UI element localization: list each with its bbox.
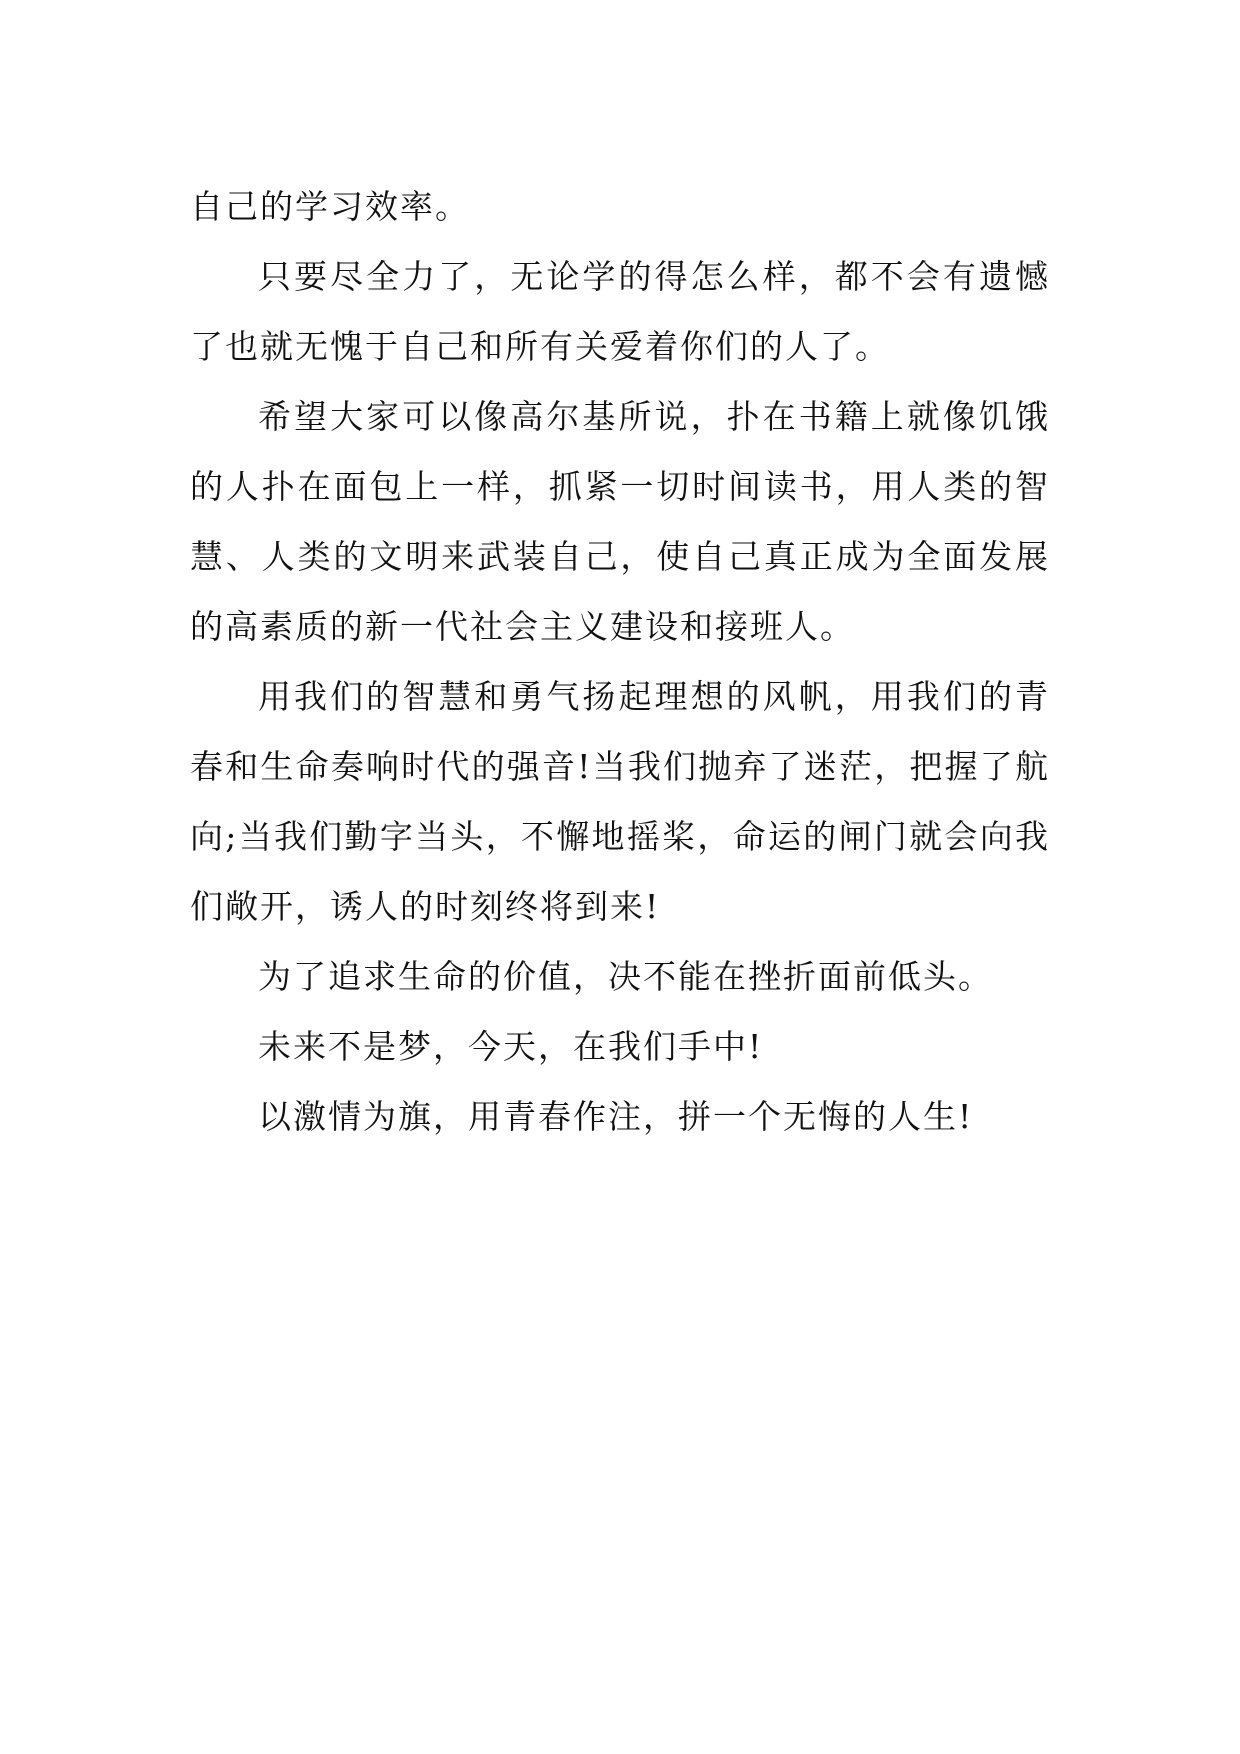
paragraph-future-dream: 未来不是梦，今天，在我们手中! [258, 1027, 764, 1066]
paragraph-continuation: 自己的学习效率。 [190, 187, 470, 226]
paragraph-value-of-life: 为了追求生命的价值，决不能在挫折面前低头。 [258, 957, 993, 996]
paragraph-youth-ideals: 用我们的智慧和勇气扬起理想的风帆，用我们的青春和生命奏响时代的强音!当我们抛弃了迷茫，把握了航向;当我们勤字当头，不懈地摇桨，命运的闸门就会向我们敞开，诱人的时刻终将到来! [190, 677, 1050, 926]
document-body [190, 172, 1050, 1152]
paragraph-gorky-reading: 希望大家可以像高尔基所说，扑在书籍上就像饥饿的人扑在面包上一样，抓紧一切时间读书，用人类的智慧、人类的文明来武装自己，使自己真正成为全面发展的高素质的新一代社会主义建设和接班人。 [190, 397, 1050, 646]
paragraph-passion-flag: 以激情为旗，用青春作注，拼一个无悔的人生! [258, 1097, 974, 1136]
paragraph-full-effort: 只要尽全力了，无论学的得怎么样，都不会有遗憾了也就无愧于自己和所有关爱着你们的人了。 [190, 257, 1050, 366]
